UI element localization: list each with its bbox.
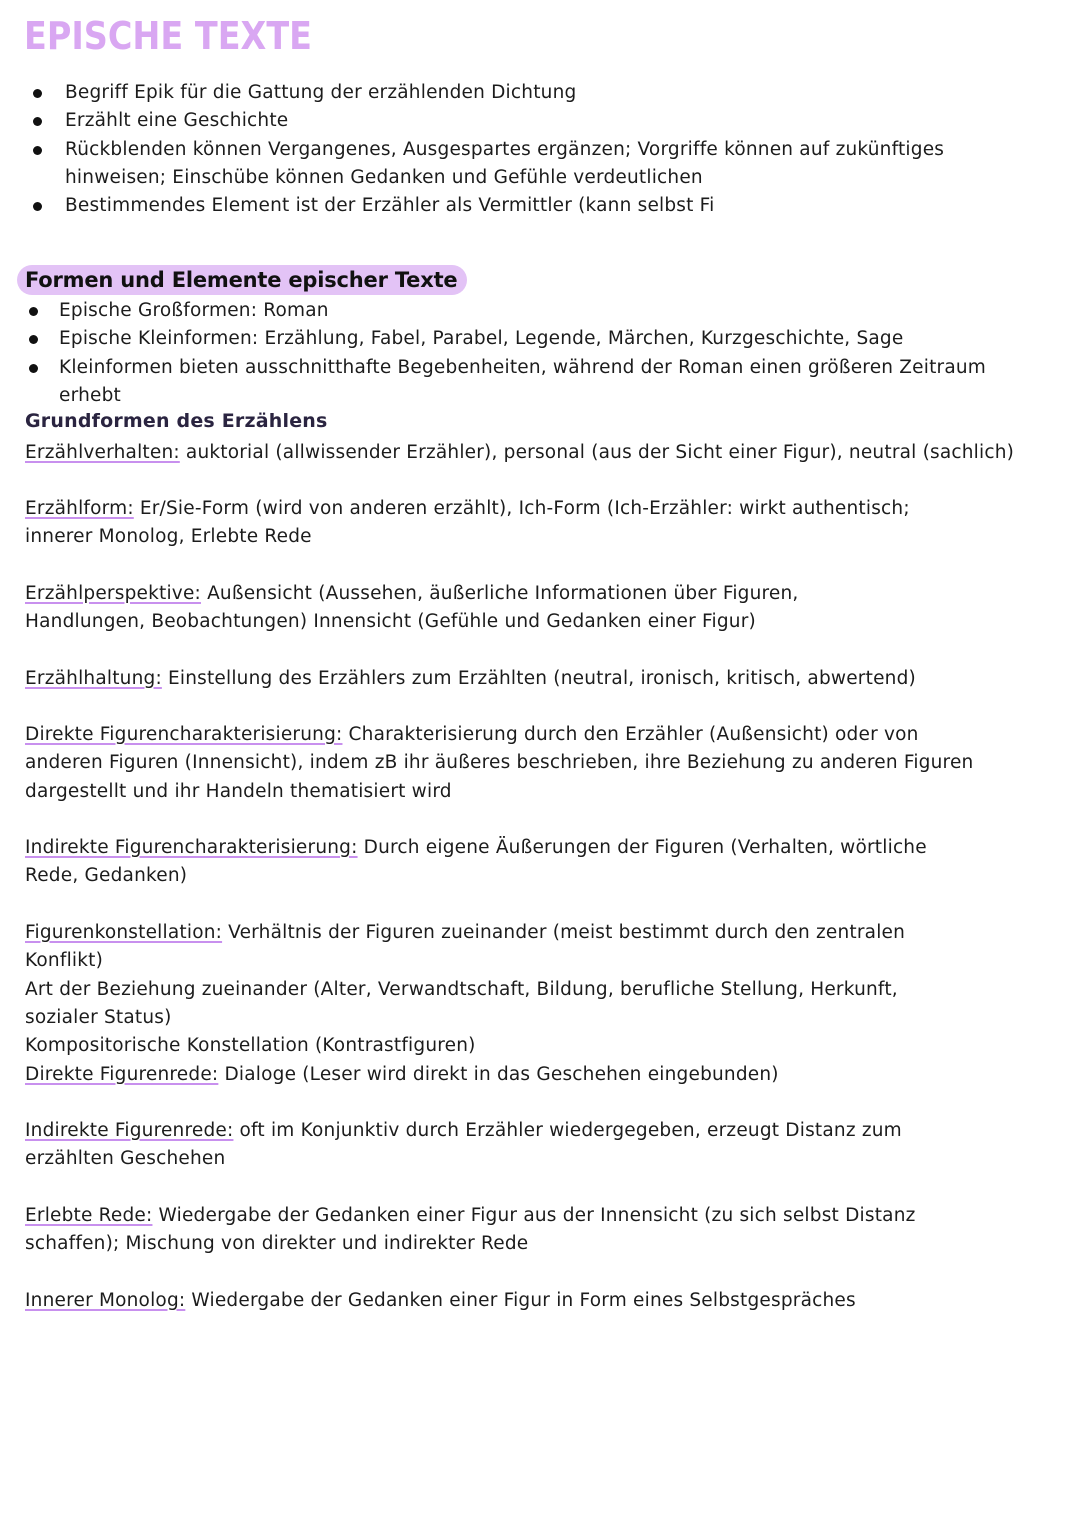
term: Erzählhaltung:	[25, 668, 162, 689]
forms-bullet-list	[25, 297, 1045, 410]
entry-innerer-monolog	[25, 1287, 1035, 1315]
term: Indirekte Figurenrede:	[25, 1120, 234, 1141]
definition: Dialoge (Leser wird direkt in das Geschehen eingebunden)	[218, 1064, 779, 1085]
definition: Er/Sie-Form (wird von anderen erzählt), Ich-Form (Ich-Erzähler: wirkt authentisch; innerer Monolog, Erlebte Rede	[25, 498, 910, 548]
list-item: Rückblenden können Vergangenes, Ausgespartes ergänzen; Vorgriffe können auf zukünftiges hinweisen; Einschübe können Gedanken und Gefühle verdeutlichen	[25, 136, 1045, 193]
entry-indirekte-figurenrede	[25, 1117, 975, 1174]
entry-erzaehlperspektive	[25, 580, 905, 637]
page-title: EPISCHE TEXTE	[24, 14, 312, 58]
term: Erlebte Rede:	[25, 1205, 153, 1226]
entry-direkte-figurencharakterisierung	[25, 721, 1000, 806]
entry-erzaehlform	[25, 495, 975, 552]
entry-figurenkonstellation	[25, 919, 960, 1060]
list-item: Erzählt eine Geschichte	[25, 107, 1045, 135]
term: Indirekte Figurencharakterisierung:	[25, 837, 358, 858]
definition: Durch eigene Äußerungen der Figuren (Verhalten, wörtliche Rede, Gedanken)	[25, 837, 927, 887]
bullet-icon	[29, 364, 38, 373]
term: Figurenkonstellation:	[25, 922, 223, 943]
entry-line: Kompositorische Konstellation (Kontrastfiguren)	[25, 1035, 476, 1057]
bullet-icon	[29, 335, 38, 344]
bullet-icon	[33, 117, 42, 126]
definition: Charakterisierung durch den Erzähler (Außensicht) oder von anderen Figuren (Innensicht), indem zB ihr äußeres beschrieben, ihre Beziehung zu anderen Figuren dargestellt und ihr Handeln thematisiert wird	[25, 724, 974, 802]
list-item: Epische Großformen: Roman	[25, 297, 1045, 325]
section-heading-grundformen: Grundformen des Erzählens	[25, 410, 328, 432]
list-item: Begriff Epik für die Gattung der erzählenden Dichtung	[25, 79, 1045, 107]
entry-erzaehlhaltung	[25, 665, 1035, 693]
definition: oft im Konjunktiv durch Erzähler wiedergegeben, erzeugt Distanz zum erzählten Geschehen	[25, 1120, 902, 1170]
entry-indirekte-figurencharakterisierung	[25, 834, 975, 891]
term: Direkte Figurenrede:	[25, 1064, 219, 1085]
entry-direkte-figurenrede	[25, 1061, 1035, 1089]
bullet-icon	[29, 307, 38, 316]
term: Erzählperspektive:	[25, 583, 201, 604]
entry-line	[25, 919, 960, 976]
term: Direkte Figurencharakterisierung:	[25, 724, 343, 745]
definition: Verhältnis der Figuren zueinander (meist bestimmt durch den zentralen Konflikt)	[25, 922, 906, 972]
definition: Wiedergabe der Gedanken einer Figur aus der Innensicht (zu sich selbst Distanz schaffen); Mischung von direkter und indirekter Rede	[25, 1205, 916, 1255]
entry-erlebte-rede	[25, 1202, 985, 1259]
definition: Außensicht (Aussehen, äußerliche Informationen über Figuren, Handlungen, Beobachtungen) Innensicht (Gefühle und Gedanken einer Figur)	[25, 583, 799, 633]
entry-line: Art der Beziehung zueinander (Alter, Verwandtschaft, Bildung, berufliche Stellung, Herkunft, sozialer Status)	[25, 978, 898, 1028]
term: Innerer Monolog:	[25, 1290, 186, 1311]
list-item: Epische Kleinformen: Erzählung, Fabel, Parabel, Legende, Märchen, Kurzgeschichte, Sage	[25, 325, 1045, 353]
intro-bullet-list	[25, 79, 1045, 220]
bullet-icon	[33, 146, 42, 155]
definition: Wiedergabe der Gedanken einer Figur in Form eines Selbstgespräches	[185, 1290, 856, 1311]
definition: Einstellung des Erzählers zum Erzählten (neutral, ironisch, kritisch, abwertend)	[161, 668, 916, 689]
term: Erzählform:	[25, 498, 134, 519]
bullet-icon	[33, 202, 42, 211]
entry-erzaehlverhalten	[25, 439, 1035, 467]
section-heading-forms: Formen und Elemente epischer Texte	[17, 265, 467, 295]
list-item: Kleinformen bieten ausschnitthafte Begebenheiten, während der Roman einen größeren Zeitraum erhebt	[25, 354, 1045, 411]
bullet-icon	[33, 89, 42, 98]
list-item: Bestimmendes Element ist der Erzähler als Vermittler (kann selbst Fi	[25, 192, 1045, 220]
term: Erzählverhalten:	[25, 442, 180, 463]
definition: auktorial (allwissender Erzähler), personal (aus der Sicht einer Figur), neutral (sachlich)	[179, 442, 1015, 463]
